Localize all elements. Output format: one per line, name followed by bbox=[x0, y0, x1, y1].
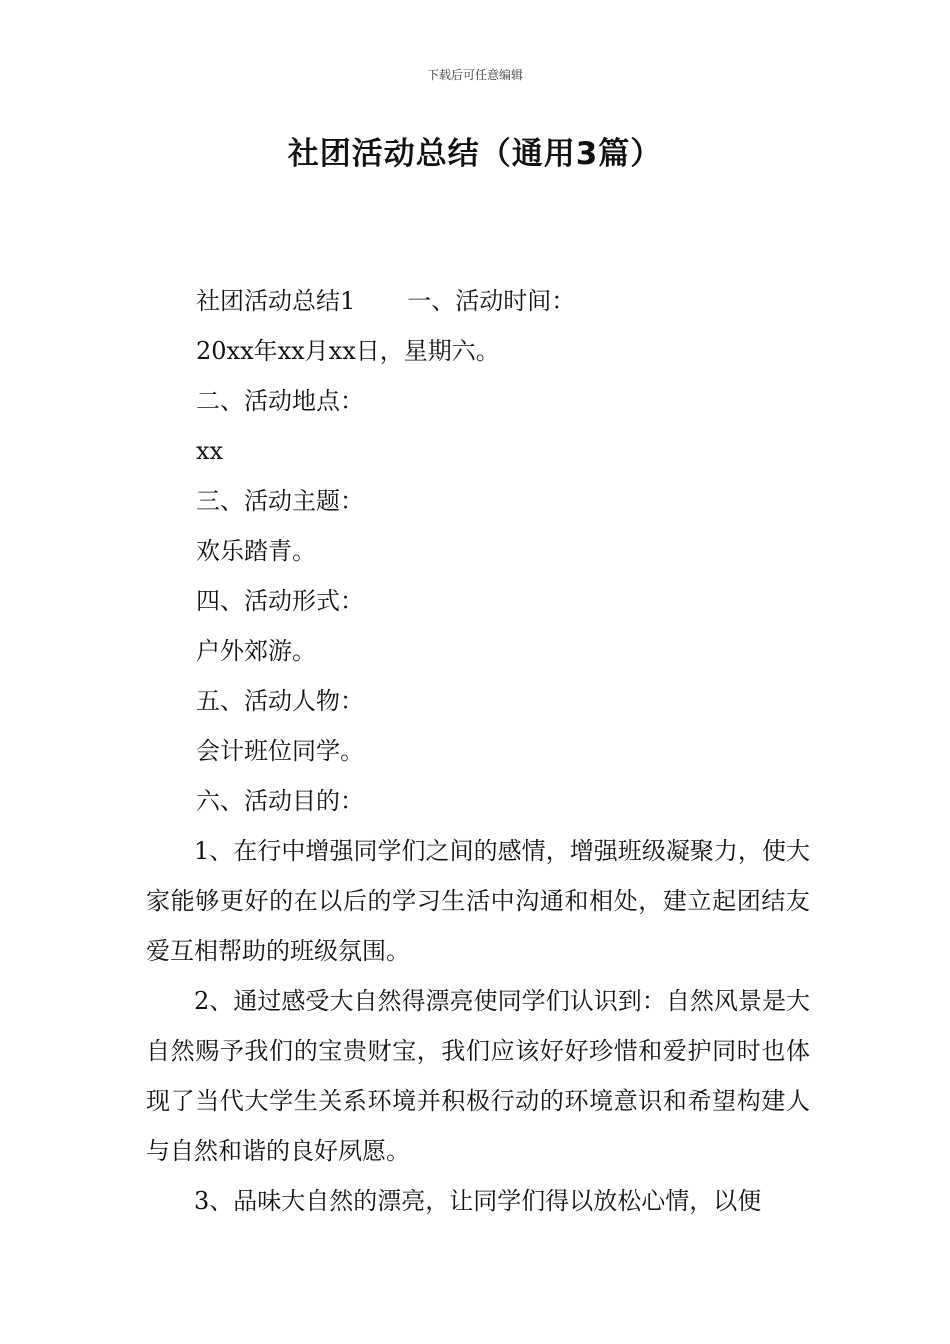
document-title: 社团活动总结（通用3篇） bbox=[287, 136, 663, 172]
purpose-paragraph-3: 3、品味大自然的漂亮，让同学们得以放松心情，以便 bbox=[194, 1187, 762, 1215]
line-activity-form-label: 四、活动形式： bbox=[196, 587, 364, 615]
line-activity-people-value: 会计班位同学。 bbox=[196, 737, 364, 765]
line-activity-time-value: 20xx年xx月xx日，星期六。 bbox=[196, 337, 500, 365]
first-line bbox=[146, 276, 810, 326]
section-heading: 社团活动总结1 bbox=[196, 287, 356, 315]
line-activity-form-value: 户外郊游。 bbox=[196, 637, 316, 665]
purpose-paragraph-1: 1、在行中增强同学们之间的感情，增强班级凝聚力，使大家能够更好的在以后的学习生活中沟通和相处，建立起团结友爱互相帮助的班级氛围。 bbox=[146, 837, 810, 965]
line-activity-people-label: 五、活动人物： bbox=[196, 687, 364, 715]
line-activity-theme-value: 欢乐踏青。 bbox=[196, 537, 316, 565]
line-activity-purpose-label: 六、活动目的： bbox=[196, 787, 364, 815]
line-activity-place-label: 二、活动地点： bbox=[196, 387, 364, 415]
header-note: 下载后可任意编辑 bbox=[426, 68, 523, 82]
line-activity-place-value: xx bbox=[196, 437, 224, 465]
line-activity-theme-label: 三、活动主题： bbox=[196, 487, 364, 515]
purpose-paragraph-2: 2、通过感受大自然得漂亮使同学们认识到：自然风景是大自然赐予我们的宝贵财宝，我们应该好好珍惜和爱护同时也体现了当代大学生关系环境并积极行动的环境意识和希望构建人与自然和谐的良好夙愿。 bbox=[146, 987, 810, 1165]
document-body bbox=[146, 276, 810, 1226]
line-activity-time-label: 一、活动时间： bbox=[407, 287, 576, 315]
